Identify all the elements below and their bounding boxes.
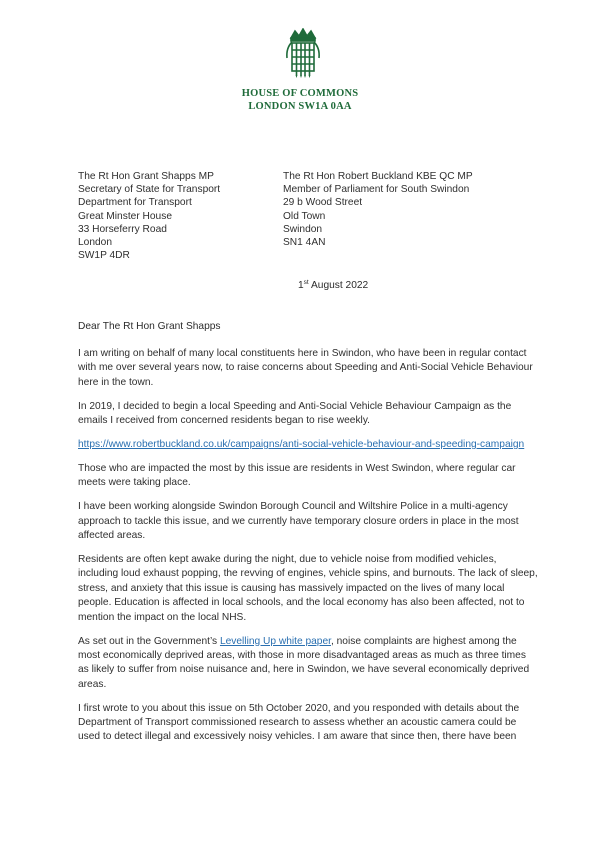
paragraph-text: , noise complaints are highest among the most economically deprived areas, with those in more disadvantaged areas as much as three times as likely to suffer from noise nuisance and, here in Swindon, we have several economically deprived areas. [78, 635, 530, 690]
date-rest: August 2022 [308, 280, 369, 291]
paragraph: In 2019, I decided to begin a local Speeding and Anti-Social Vehicle Behaviour Campaign as the emails I received from concerned residents began to rise weekly. [78, 400, 512, 427]
salutation: Dear The Rt Hon Grant Shapps [78, 321, 221, 332]
portcullis-crest-icon [283, 28, 323, 80]
letter-date [298, 279, 368, 291]
paragraph-text: As set out in the Government’s [78, 635, 220, 647]
recipient-line: 33 Horseferry Road [78, 223, 167, 235]
sender-address [283, 170, 473, 249]
paragraph: Residents are often kept awake during the night, due to vehicle noise from modified vehicles, including loud exhaust popping, the revving of engines, vehicle spins, and burnouts. The lack of sleep, stress, and anxiety that this issue is causing has massively impacted on the lives of many local people. Education is affected in local schools, and the local economy has also been affected, not to mention the impact on the local NHS. [78, 553, 538, 623]
recipient-line: Great Minster House [78, 210, 172, 222]
letterhead-org-address: LONDON SW1A 0AA [248, 101, 352, 112]
levelling-up-link[interactable]: Levelling Up white paper [219, 635, 331, 647]
campaign-link-paragraph [78, 438, 538, 452]
recipient-line: London [78, 237, 112, 249]
recipient-line: Secretary of State for Transport [78, 184, 221, 196]
sender-line: The Rt Hon Robert Buckland KBE QC MP [283, 171, 473, 182]
paragraph: I first wrote to you about this issue on 5th October 2020, and you responded with details about the Department of Transport commissioned research to assess whether an acoustic camera could be used to detect illegal and excessively noisy vehicles. I am aware that since then, there have been [78, 702, 520, 743]
sender-line: 29 b Wood Street [283, 197, 363, 209]
sender-line: SN1 4AN [283, 237, 326, 249]
recipient-address [78, 170, 220, 262]
paragraph: I am writing on behalf of many local constituents here in Swindon, who have been in regular contact with me over several years now, to raise concerns about Speeding and Anti-Social Vehicle Behaviour here in the town. [78, 348, 533, 388]
date-day: 1 [298, 280, 304, 291]
recipient-line: SW1P 4DR [78, 250, 130, 262]
campaign-link[interactable]: https://www.robertbuckland.co.uk/campaigns/anti-social-vehicle-behaviour-and-speeding-campaign [78, 439, 525, 451]
paragraph: Those who are impacted the most by this issue are residents in West Swindon, where regular car meets were taking place. [78, 462, 516, 489]
date-suffix: st [303, 279, 309, 286]
letter-body [78, 347, 538, 754]
sender-line: Member of Parliament for South Swindon [283, 184, 470, 196]
recipient-line: Department for Transport [78, 197, 192, 209]
letterhead-org-name: HOUSE OF COMMONS [241, 88, 359, 99]
recipient-line: The Rt Hon Grant Shapps MP [78, 171, 214, 182]
paragraph: I have been working alongside Swindon Borough Council and Wiltshire Police in a multi-agency approach to tackle this issue, and we currently have temporary closure orders in place in the most affected areas. [78, 501, 519, 542]
paragraph [78, 635, 538, 693]
sender-line: Swindon [283, 223, 323, 235]
sender-line: Old Town [283, 210, 326, 222]
